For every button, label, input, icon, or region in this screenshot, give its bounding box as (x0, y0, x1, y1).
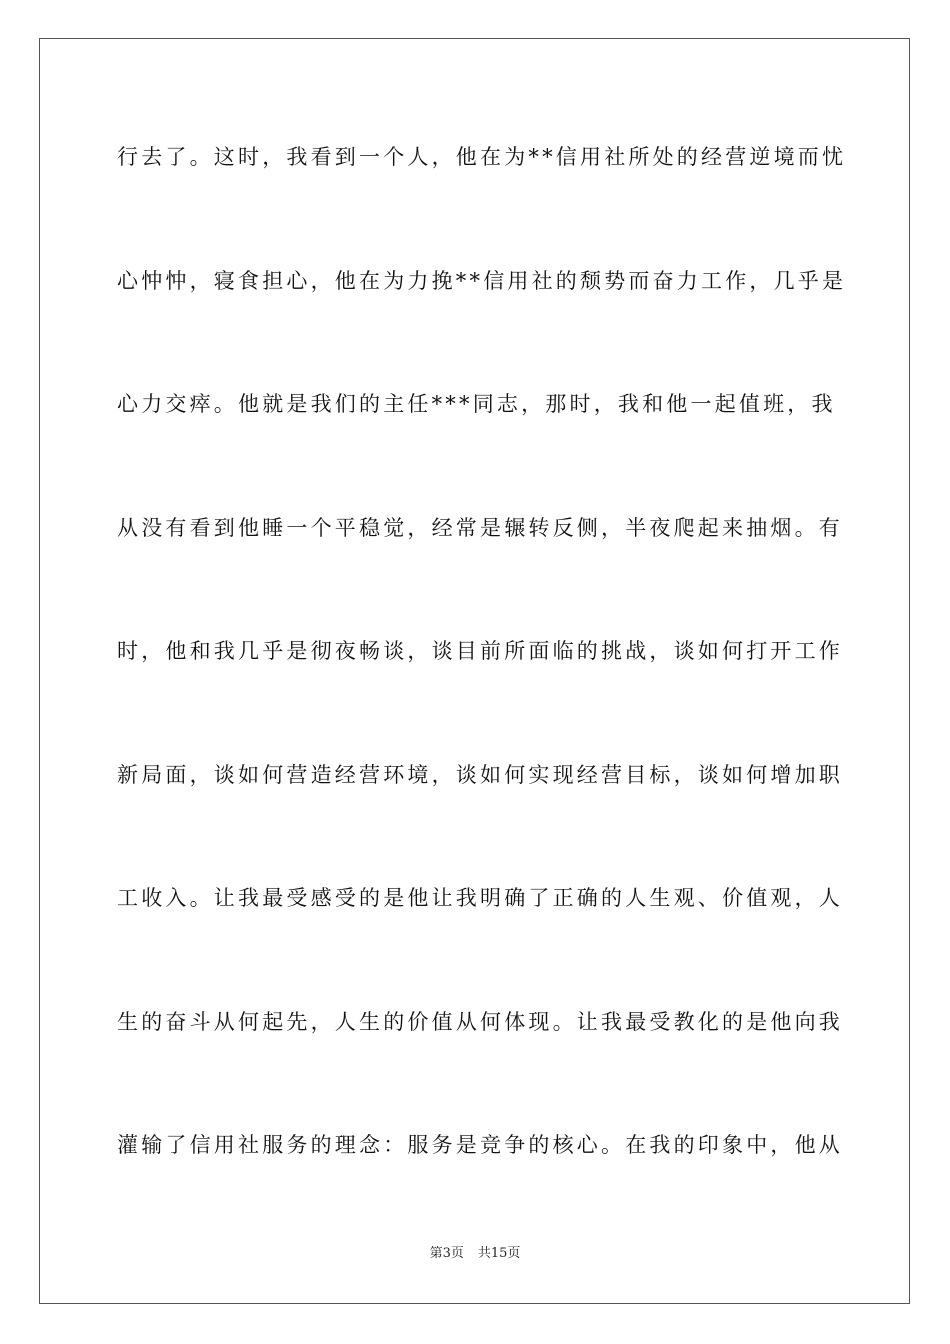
body-line-3: 心力交瘁。他就是我们的主任***同志，那时，我和他一起值班，我 (117, 392, 836, 416)
body-line-8: 生的奋斗从何起先，人生的价值从何体现。让我最受教化的是他向我 (117, 1009, 843, 1034)
body-line-1: 行去了。这时，我看到一个人，他在为**信用社所处的经营逆境而忧 (117, 145, 847, 169)
total-page-count: 共15页 (477, 1246, 521, 1261)
document-body (117, 133, 847, 1169)
body-line-5: 时，他和我几乎是彻夜畅谈，谈目前所面临的挑战，谈如何打开工作 (117, 639, 843, 663)
page-footer (0, 1244, 950, 1264)
current-page-number: 第3页 (429, 1246, 464, 1261)
body-line-2: 心忡忡，寝食担心，他在为力挽**信用社的颓势而奋力工作，几乎是 (117, 268, 847, 293)
body-line-7: 工收入。让我最受感受的是他让我明确了正确的人生观、价值观，人 (117, 886, 843, 910)
body-line-9: 灌输了信用社服务的理念：服务是竞争的核心。在我的印象中，他从 (117, 1133, 843, 1157)
body-line-6: 新局面，谈如何营造经营环境，谈如何实现经营目标，谈如何增加职 (117, 762, 843, 787)
body-line-4: 从没有看到他睡一个平稳觉，经常是辗转反侧，半夜爬起来抽烟。有 (117, 515, 843, 540)
